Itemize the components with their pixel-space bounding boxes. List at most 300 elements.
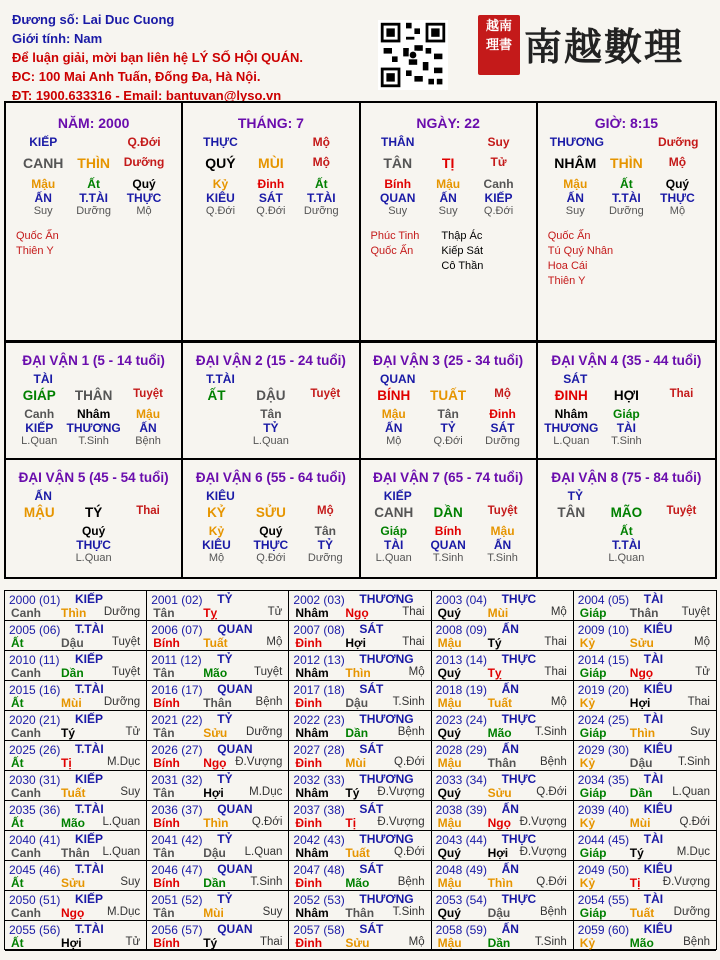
ten-god-label: ẤN — [501, 682, 519, 696]
contact-phone-email: ĐT: 1900.633316 - Email: bantuvan@lyso.vn — [12, 88, 282, 103]
dai-van-stems — [361, 505, 536, 520]
life-stage: L.Quan — [375, 552, 412, 564]
life-stage: Q.Đới — [483, 205, 514, 217]
life-stage: Đ.Vượng — [377, 786, 425, 798]
dai-van-cell — [183, 343, 360, 460]
year-cell — [574, 741, 716, 771]
year-label: 2049 (50) — [577, 863, 630, 877]
year-label: 2018 (19) — [435, 683, 487, 697]
earthly-branch: Dậu — [61, 636, 84, 650]
year-cell — [5, 591, 147, 621]
row — [183, 538, 358, 552]
pillars-panel — [4, 101, 717, 342]
year-label: 2011 (12) — [151, 653, 202, 667]
heavenly-stem: Canh — [11, 786, 41, 800]
year-label: 2037 (38) — [293, 803, 345, 817]
year-cell — [5, 741, 147, 771]
life-stage: M.Dục — [106, 756, 141, 768]
row — [361, 191, 536, 205]
ten-god-label: ẤN — [501, 622, 519, 636]
heavenly-stem: Quý — [437, 846, 461, 860]
year-label: 2044 (45) — [577, 833, 630, 847]
row — [361, 538, 536, 552]
row — [361, 489, 536, 503]
pillar-main-label: Mộ — [312, 155, 330, 169]
row — [6, 155, 181, 171]
ten-god-label: TÀI — [643, 712, 664, 726]
ten-god-label: KIẾP — [75, 592, 104, 606]
dai-van-title: ĐẠI VẬN 5 (45 - 54 tuổi) — [18, 470, 169, 485]
ten-god-label: THƯƠNG — [359, 712, 414, 726]
ten-god-label: KIẾP — [75, 832, 104, 846]
heavenly-stem: Bính — [153, 936, 180, 950]
life-stage: Đ.Vượng — [519, 816, 567, 828]
heavenly-stem: Mậu — [437, 756, 462, 770]
year-label: 2034 (35) — [577, 773, 630, 787]
life-stage: Dưỡng — [103, 696, 141, 708]
hidden-stem — [12, 524, 66, 538]
row — [183, 407, 358, 421]
hidden-stem: Canh — [24, 407, 55, 421]
year-cell — [147, 591, 289, 621]
header-info — [12, 10, 372, 105]
year-cell — [147, 651, 289, 681]
dai-van-title: ĐẠI VẬN 2 (15 - 24 tuổi) — [195, 353, 346, 368]
ten-god-label: KIÊU — [643, 682, 673, 696]
row — [361, 524, 536, 538]
hidden-god: TÀI — [616, 421, 637, 435]
hidden-god: KIẾP — [484, 191, 513, 205]
heavenly-stem: Bính — [153, 756, 180, 770]
earthly-branch: Thân — [487, 756, 517, 770]
spacer — [296, 372, 346, 386]
year-cell — [289, 831, 431, 861]
year-cell — [574, 651, 716, 681]
earthly-branch: Tý — [629, 846, 644, 860]
year-cell — [5, 861, 147, 891]
hidden-stem: Kỷ — [212, 177, 229, 191]
heavenly-stem: Giáp — [579, 786, 607, 800]
dai-van-cell — [538, 460, 715, 577]
year-label: 2030 (31) — [9, 773, 61, 787]
earthly-branch: Hợi — [629, 696, 651, 710]
life-stage: Dưỡng — [673, 906, 710, 918]
year-label: 2039 (40) — [577, 803, 630, 817]
life-stage: Tử — [267, 606, 283, 618]
row — [538, 155, 715, 171]
life-stage: L.Quan — [672, 786, 710, 798]
life-stage: Bệnh — [683, 936, 710, 948]
year-cell — [574, 801, 716, 831]
hidden-stem — [189, 407, 243, 421]
heavenly-stem: Bính — [153, 876, 180, 890]
ten-god-label: THƯƠNG — [549, 135, 604, 149]
ten-god-label: KIÊU — [206, 489, 235, 503]
year-cell — [5, 891, 147, 921]
hidden-god: ẤN — [385, 421, 403, 435]
pillar-main-label: THÌN — [610, 155, 643, 171]
life-stage: Đ.Vượng — [235, 756, 283, 768]
life-stage: Mộ — [494, 388, 511, 400]
hidden-stem — [121, 524, 175, 538]
earthly-branch: Thân — [345, 906, 375, 920]
year-cell — [5, 681, 147, 711]
hidden-god: ẤN — [139, 421, 157, 435]
life-stage — [298, 435, 352, 447]
hidden-stem: Ất — [314, 177, 328, 191]
row — [538, 489, 715, 503]
life-stage: L.Quan — [21, 435, 58, 447]
ten-god-label: TỶ — [567, 489, 583, 503]
ten-god-label: Suy — [487, 135, 510, 149]
heavenly-stem: ẤT — [207, 388, 226, 403]
year-label: 2012 (13) — [293, 653, 345, 667]
earthly-branch: Dậu — [629, 756, 653, 770]
hidden-stem: Quý — [81, 524, 106, 538]
hidden-stem: Giáp — [380, 524, 408, 538]
life-stage: Đ.Vượng — [519, 846, 567, 858]
life-stage: Tuyệt — [666, 505, 697, 517]
earthly-branch: Tý — [61, 726, 76, 740]
pillar-main-label: MÙI — [258, 155, 284, 171]
earthly-branch: Dần — [345, 726, 369, 740]
life-stage: Bệnh — [135, 435, 161, 447]
year-cell — [147, 891, 289, 921]
earthly-branch: Tuất — [203, 636, 228, 650]
year-cell — [289, 621, 431, 651]
row — [538, 191, 715, 205]
ten-god-label: ẤN — [501, 742, 519, 756]
dai-van-cell — [361, 460, 538, 577]
hidden-stem: Quý — [259, 524, 283, 538]
year-label: 2032 (33) — [293, 773, 345, 787]
ten-god-label: TÀI — [33, 372, 53, 386]
year-label: 2057 (58) — [293, 923, 345, 937]
pillar-title: NĂM: 2000 — [57, 115, 130, 131]
heavenly-stem: TÂN — [557, 505, 586, 520]
pillar-title: NGÀY: 22 — [416, 115, 480, 131]
year-label: 2006 (07) — [151, 623, 203, 637]
earthly-branch: Tuất — [345, 846, 370, 860]
heavenly-stem: Mậu — [437, 876, 462, 890]
life-stage: Tuyệt — [133, 388, 163, 400]
year-cell — [289, 921, 431, 951]
year-cell — [289, 651, 431, 681]
spacer — [652, 372, 703, 386]
year-cell — [5, 831, 147, 861]
heavenly-stem: Kỷ — [579, 756, 596, 770]
hidden-god: ẤN — [34, 191, 52, 205]
dai-van-panel — [4, 341, 717, 579]
row — [6, 435, 181, 447]
ten-god-label: THỰC — [501, 652, 537, 666]
life-stage: Tuyệt — [310, 388, 341, 400]
pillar-title: THÁNG: 7 — [237, 115, 304, 131]
spacer — [246, 372, 296, 386]
earthly-branch: Dần — [629, 786, 653, 800]
year-label: 2020 (21) — [9, 713, 61, 727]
earthly-branch: MÃO — [610, 505, 643, 520]
life-stage: Bệnh — [539, 906, 567, 918]
row — [6, 177, 181, 191]
year-cell — [289, 861, 431, 891]
hidden-god: QUAN — [430, 538, 466, 552]
life-stage: Thai — [260, 936, 283, 948]
year-cell — [5, 651, 147, 681]
life-stage: L.Quan — [75, 552, 112, 564]
ten-god-label: Dưỡng — [657, 135, 699, 149]
year-cell — [574, 591, 716, 621]
year-cell — [289, 711, 431, 741]
earthly-branch: Tị — [345, 816, 357, 830]
hidden-god: KIẾP — [25, 421, 54, 435]
heavenly-stem: Kỷ — [579, 936, 596, 950]
row — [361, 155, 536, 171]
ten-god-label: TỶ — [217, 772, 233, 786]
hidden-god: T.TÀI — [306, 191, 336, 205]
year-label: 2052 (53) — [293, 893, 345, 907]
year-label: 2033 (34) — [435, 773, 487, 787]
earthly-branch: Mão — [629, 936, 654, 950]
star-name: Quốc Ấn — [547, 230, 591, 242]
heavenly-stem: Quý — [437, 906, 461, 920]
heavenly-stem: Tân — [153, 726, 175, 740]
heavenly-stem: Bính — [153, 696, 180, 710]
life-stage: Mộ — [694, 636, 710, 648]
life-stage: Mộ — [208, 552, 225, 564]
ten-god-label: THỰC — [501, 892, 537, 906]
ten-god-label: THƯƠNG — [359, 772, 414, 786]
ten-god-label: TỶ — [217, 592, 233, 606]
hidden-stem: Kỷ — [208, 524, 225, 538]
hidden-god: T.TÀI — [79, 191, 108, 205]
heavenly-stem: Kỷ — [579, 636, 596, 650]
year-label: 2056 (57) — [151, 923, 203, 937]
year-label: 2019 (20) — [577, 683, 630, 697]
ten-god-label — [604, 135, 654, 149]
year-cell — [432, 741, 574, 771]
row — [538, 421, 715, 435]
hidden-stem: Tân — [314, 524, 336, 538]
spacer — [119, 372, 169, 386]
life-stage: Dưỡng — [485, 435, 520, 447]
ten-god-label — [246, 135, 296, 149]
hidden-god — [544, 538, 599, 552]
life-stage: Q.Đới — [433, 435, 463, 447]
ten-god-label: QUAN — [380, 372, 416, 386]
dai-van-cell — [183, 460, 360, 577]
hidden-god: ẤN — [493, 538, 512, 552]
year-cell — [5, 621, 147, 651]
star-name: Thiên Y — [547, 275, 586, 287]
ten-god-label: QUAN — [217, 742, 253, 756]
year-cell — [432, 891, 574, 921]
star-name: Cô Thần — [441, 260, 484, 272]
pillar-cell — [183, 103, 360, 340]
row — [361, 407, 536, 421]
life-stage: Q.Đới — [256, 552, 286, 564]
heavenly-stem: Tân — [153, 606, 175, 620]
heavenly-stem: Đinh — [295, 816, 323, 830]
spacer — [423, 489, 473, 503]
life-stage: Q.Đới — [205, 205, 236, 217]
year-cell — [574, 681, 716, 711]
life-stage: Q.Đới — [251, 816, 283, 828]
life-stage: Thai — [544, 636, 567, 648]
ten-god-label: T.TÀI — [75, 862, 104, 876]
ten-god-label: TỶ — [217, 892, 233, 906]
row — [6, 421, 181, 435]
year-cell — [432, 651, 574, 681]
heavenly-stem: Tân — [153, 666, 175, 680]
hidden-stem — [298, 407, 352, 421]
earthly-branch: Mão — [61, 816, 85, 830]
ten-god-label: KIẾP — [75, 712, 104, 726]
earthly-branch: Thìn — [345, 666, 371, 680]
year-label: 2029 (30) — [577, 743, 630, 757]
hidden-god: THỰC — [76, 538, 111, 552]
life-stage: T.Sinh — [392, 696, 425, 708]
ten-god-label: TỶ — [217, 832, 233, 846]
row — [538, 552, 715, 564]
life-stage: Dưỡng — [103, 606, 141, 618]
life-stage: Dưỡng — [76, 205, 111, 217]
pillar-cell — [6, 103, 183, 340]
row — [361, 552, 536, 564]
heavenly-stem: Ất — [11, 936, 24, 950]
life-stage: Mộ — [408, 666, 425, 678]
year-label: 2002 (03) — [293, 593, 345, 607]
hidden-stem: Canh — [483, 177, 514, 191]
life-stage: Suy — [33, 205, 53, 217]
hidden-god: KIÊU — [206, 191, 235, 205]
heavenly-stem: Đinh — [295, 936, 323, 950]
earthly-branch: Mùi — [203, 906, 224, 920]
life-stage: T.Sinh — [611, 435, 642, 447]
row — [6, 372, 181, 386]
earthly-branch: Dậu — [345, 696, 369, 710]
ten-god-label: SÁT — [359, 682, 384, 696]
earthly-branch: Tuất — [61, 786, 86, 800]
earthly-branch: HỢI — [613, 388, 639, 403]
dai-van-cell — [538, 343, 715, 460]
year-cell — [289, 771, 431, 801]
year-cell — [574, 771, 716, 801]
ten-god-label: TÀI — [643, 592, 664, 606]
life-stage: Suy — [120, 786, 141, 798]
life-stage — [654, 435, 709, 447]
year-label: 2013 (14) — [435, 653, 487, 667]
contact-address: ĐC: 100 Mai Anh Tuấn, Đống Đa, Hà Nội. — [12, 69, 261, 84]
hidden-stem: Mậu — [563, 177, 588, 191]
life-stage: Tuyệt — [487, 505, 518, 517]
ten-god-label: T.TÀI — [75, 802, 104, 816]
hidden-god — [298, 421, 352, 435]
year-cell — [147, 621, 289, 651]
life-stage: Suy — [565, 205, 585, 217]
year-label: 2022 (23) — [293, 713, 345, 727]
life-stage: T.Sinh — [78, 435, 109, 447]
earthly-branch: Sửu — [487, 786, 512, 800]
life-stage: Suy — [120, 876, 141, 888]
ten-god-label: THỰC — [203, 135, 238, 149]
year-label: 2041 (42) — [151, 833, 203, 847]
year-cell — [5, 711, 147, 741]
heavenly-stem: Nhâm — [295, 846, 329, 860]
star-column — [441, 229, 483, 274]
star-column — [548, 229, 613, 289]
earthly-branch: Dần — [487, 936, 511, 950]
heavenly-stem: Quý — [437, 606, 461, 620]
earthly-branch: Mùi — [345, 756, 367, 770]
ten-god-label: T.TÀI — [75, 622, 104, 636]
row — [183, 524, 358, 538]
heavenly-stem: Mậu — [437, 696, 462, 710]
hidden-god — [121, 538, 175, 552]
row — [361, 205, 536, 217]
earthly-branch: Hợi — [345, 636, 366, 650]
year-label: 2042 (43) — [293, 833, 345, 847]
heavenly-stem: Ất — [11, 756, 24, 770]
life-stage: L.Quan — [102, 846, 141, 858]
spacer — [601, 372, 652, 386]
year-label: 2008 (09) — [435, 623, 487, 637]
heavenly-stem: Canh — [11, 666, 41, 680]
life-stage: Mộ — [408, 936, 425, 948]
hidden-god: T.TÀI — [612, 191, 641, 205]
life-stage: Bệnh — [397, 726, 425, 738]
hidden-stem: Quý — [665, 177, 690, 191]
life-stage: Mộ — [266, 636, 283, 648]
earthly-branch: Tỵ — [203, 606, 218, 620]
spacer — [652, 489, 703, 503]
life-stage: Dưỡng — [303, 205, 339, 217]
hidden-god: ẤN — [566, 191, 584, 205]
heavenly-stem: Nhâm — [295, 906, 329, 920]
year-cell — [574, 891, 716, 921]
spacer — [296, 489, 346, 503]
spacer — [601, 489, 652, 503]
ten-god-label: T.TÀI — [75, 682, 104, 696]
hidden-god: QUAN — [380, 191, 416, 205]
hidden-stem: Giáp — [613, 407, 640, 421]
dai-van-stems — [538, 388, 715, 403]
row — [538, 372, 715, 386]
earthly-branch: Tị — [629, 876, 641, 890]
year-cell — [574, 711, 716, 741]
row — [183, 191, 358, 205]
year-label: 2059 (60) — [577, 923, 630, 937]
spacer — [246, 489, 296, 503]
year-label: 2004 (05) — [577, 593, 630, 607]
year-cell — [574, 621, 716, 651]
year-cell — [432, 681, 574, 711]
life-stage: Thai — [402, 636, 425, 648]
life-stage: M.Dục — [106, 906, 141, 918]
earthly-branch: Sửu — [345, 936, 370, 950]
dai-van-cell — [6, 460, 183, 577]
hidden-god — [12, 538, 66, 552]
pillar-main-label: CANH — [22, 155, 64, 171]
dai-van-cell — [361, 343, 538, 460]
year-cell — [432, 591, 574, 621]
life-stage: Tuyệt — [681, 606, 710, 618]
earthly-branch: Ngọ — [61, 906, 85, 920]
ten-god-label: SÁT — [359, 802, 384, 816]
row — [361, 135, 536, 149]
earthly-branch: Thìn — [61, 606, 87, 620]
year-cell — [147, 771, 289, 801]
